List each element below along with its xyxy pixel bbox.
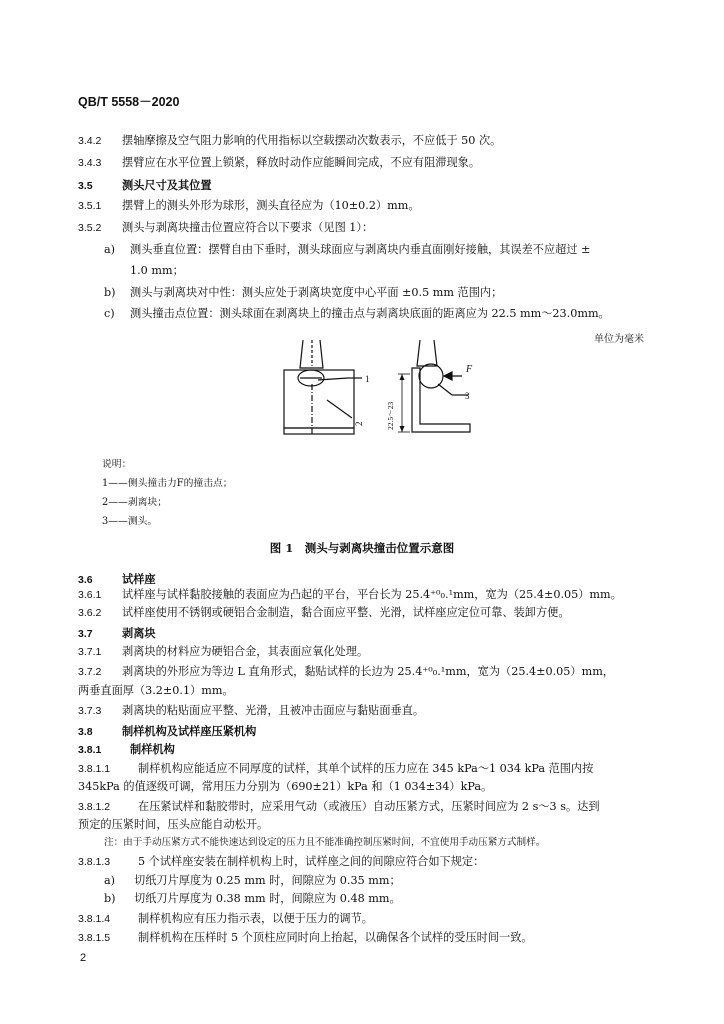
figure-1-diagram (0, 340, 724, 460)
clause-3-6-1 (78, 588, 622, 602)
dimension-label: 22.5～23 (386, 401, 395, 430)
clause-text: 试样座使用不锈钢或硬铝合金制造，黏合面应平整、光滑，试样座应定位可靠、装卸方便。 (122, 606, 570, 619)
standard-number: QB/T 5558－2020 (78, 95, 180, 109)
item-c (104, 307, 610, 321)
item-text: 切纸刀片厚度为 0.25 mm 时，间隙应为 0.35 mm； (134, 874, 401, 887)
clause-3-8-1-2-continued (78, 818, 268, 832)
clause-number: 3.7.3 (78, 705, 102, 717)
item-text: 测头垂直位置：摆臂自由下垂时，测头球面应与剥离块内垂直面刚好接触，其误差不应超过 ± (130, 243, 591, 256)
clause-3-5-2 (78, 221, 373, 235)
figure-caption: 图 1 测头与剥离块撞击位置示意图 (269, 541, 455, 555)
legend-title: 说明： (102, 459, 132, 470)
item-text: 切纸刀片厚度为 0.38 mm 时，间隙应为 0.48 mm。 (134, 892, 401, 905)
unit-note: 单位为毫米 (594, 334, 644, 345)
clause-text: 摆轴摩擦及空气阻力影响的代用指标以空载摆动次数表示，不应低于 50 次。 (122, 134, 502, 147)
clause-text: 测头与剥离块撞击位置应符合以下要求（见图 1）： (122, 221, 374, 234)
legend-item-1: 1——侧头撞击力F的撞击点； (102, 478, 233, 489)
item-b (104, 286, 502, 300)
clause-text: 制样机构应有压力指示表，以便于压力的调节。 (138, 912, 373, 925)
clause-number: 3.6.2 (78, 607, 102, 619)
clause-text: 两垂直面厚（3.2±0.1）mm。 (78, 684, 234, 697)
section-3-8-heading (78, 724, 256, 739)
clause-number: 3.5.2 (78, 222, 102, 234)
clause-text: 剥离块的外形应为等边 L 直角形式，黏贴试样的长边为 25.4⁺⁰₀.¹mm，宽为（25.4±0.05）mm， (122, 665, 614, 678)
clause-text: 预定的压紧时间，压头应能自动松开。 (78, 818, 269, 831)
clause-text: 试样座与试样黏胶接触的表面应为凸起的平台，平台长为 25.4⁺⁰₀.¹mm，宽为（25.4±0.05）mm。 (122, 588, 622, 601)
callout-1: 1 (365, 374, 370, 384)
clause-number: 3.4.3 (78, 157, 102, 169)
section-3-7-heading (78, 626, 156, 641)
clause-number: 3.8 (78, 726, 93, 738)
clause-number: 3.8.1.1 (78, 763, 111, 775)
clause-3-7-3 (78, 704, 424, 718)
clause-3-8-1-1-continued (78, 780, 492, 794)
clause-text: 345kPa 的值逐级可调，常用压力分别为（690±21）kPa 和（1 034±34）kPa。 (78, 780, 493, 793)
item-marker: b) (104, 286, 116, 299)
clause-number: 3.5 (78, 180, 93, 192)
clause-text: 5 个试样座安装在制样机构上时，试样座之间的间隙应符合如下规定： (138, 855, 485, 868)
clause-number: 3.8.1.4 (78, 913, 111, 925)
clause-number: 3.8.1.5 (78, 932, 111, 944)
item-a-continued (130, 264, 184, 278)
force-label: F (466, 364, 473, 375)
note (104, 836, 545, 850)
clause-number: 3.7 (78, 628, 93, 640)
item-marker: a) (104, 243, 116, 256)
clause-3-4-2 (78, 134, 501, 148)
page-number: 2 (80, 952, 87, 964)
clause-number: 3.5.1 (78, 200, 102, 212)
clause-text: 剥离块的材料应为硬铝合金，其表面应氧化处理。 (122, 645, 369, 658)
clause-number: 3.8.1.2 (78, 801, 111, 813)
clause-text: 摆臂上的测头外形为球形，测头直径应为（10±0.2）mm。 (122, 199, 420, 212)
clause-3-5-1 (78, 199, 420, 213)
clause-3-7-2 (78, 665, 614, 679)
section-3-6-heading (78, 572, 156, 587)
clause-number: 3.8.1.3 (78, 856, 111, 868)
clause-3-7-1 (78, 645, 368, 659)
clause-3-6-2 (78, 606, 570, 620)
clause-3-4-3 (78, 156, 480, 170)
clause-3-8-1-4 (78, 912, 373, 926)
section-3-5-heading (78, 178, 212, 193)
clause-3-8-1-3 (78, 855, 484, 869)
section-title: 试样座 (122, 572, 156, 586)
clause-3-8-1-2 (78, 800, 600, 814)
legend-item-3: 3——测头。 (102, 516, 158, 527)
clause-3-8-1-5 (78, 931, 533, 945)
clause-number: 3.6.1 (78, 589, 102, 601)
item-b-gap (104, 892, 401, 906)
section-title: 制样机构 (130, 742, 175, 756)
item-a-gap (104, 874, 401, 888)
item-text: 1.0 mm； (130, 264, 184, 277)
note-text: 注：由于手动压紧方式不能快速达到设定的压力且不能准确控制压紧时间，不宜使用手动压紧方式制样。 (104, 837, 546, 848)
clause-text: 剥离块的粘贴面应平整、光滑，且被冲击面应与黏贴面垂直。 (122, 704, 425, 717)
clause-text: 摆臂应在水平位置上锁紧，释放时动作应能瞬间完成，不应有阻滞现象。 (122, 156, 481, 169)
clause-text: 在压紧试样和黏胶带时，应采用气动（或液压）自动压紧方式，压紧时间应为 2 s～3 s。达到 (138, 800, 600, 813)
clause-number: 3.8.1 (78, 744, 102, 756)
clause-number: 3.6 (78, 574, 93, 586)
item-text: 测头撞击点位置：测头球面在剥离块上的撞击点与剥离块底面的距离应为 22.5 mm～23.0mm。 (130, 307, 610, 320)
side-view (398, 340, 470, 432)
item-marker: c) (104, 307, 115, 320)
callout-2: 2 (354, 421, 364, 426)
clause-number: 3.7.2 (78, 666, 102, 678)
legend-item-2: 2——剥离块； (102, 497, 168, 508)
front-view (284, 340, 362, 434)
section-title: 剥离块 (122, 626, 156, 640)
clause-number: 3.4.2 (78, 135, 102, 147)
item-marker: a) (104, 874, 116, 887)
item-text: 测头与剥离块对中性：测头应处于剥离块宽度中心平面 ±0.5 mm 范围内； (130, 286, 503, 299)
clause-3-8-1-1 (78, 762, 593, 776)
clause-text: 制样机构在压样时 5 个顶柱应同时向上抬起，以确保各个试样的受压时间一致。 (138, 931, 533, 944)
section-title: 测头尺寸及其位置 (122, 178, 212, 192)
item-marker: b) (104, 892, 116, 905)
callout-3: 3 (465, 391, 470, 401)
item-a (104, 243, 590, 257)
clause-number: 3.7.1 (78, 646, 102, 658)
section-3-8-1-heading (78, 742, 175, 757)
clause-text: 制样机构应能适应不同厚度的试样，其单个试样的压力应在 345 kPa～1 034 kPa 范围内按 (138, 762, 594, 775)
clause-3-7-2-continued (78, 684, 234, 698)
section-title: 制样机构及试样座压紧机构 (122, 724, 257, 738)
